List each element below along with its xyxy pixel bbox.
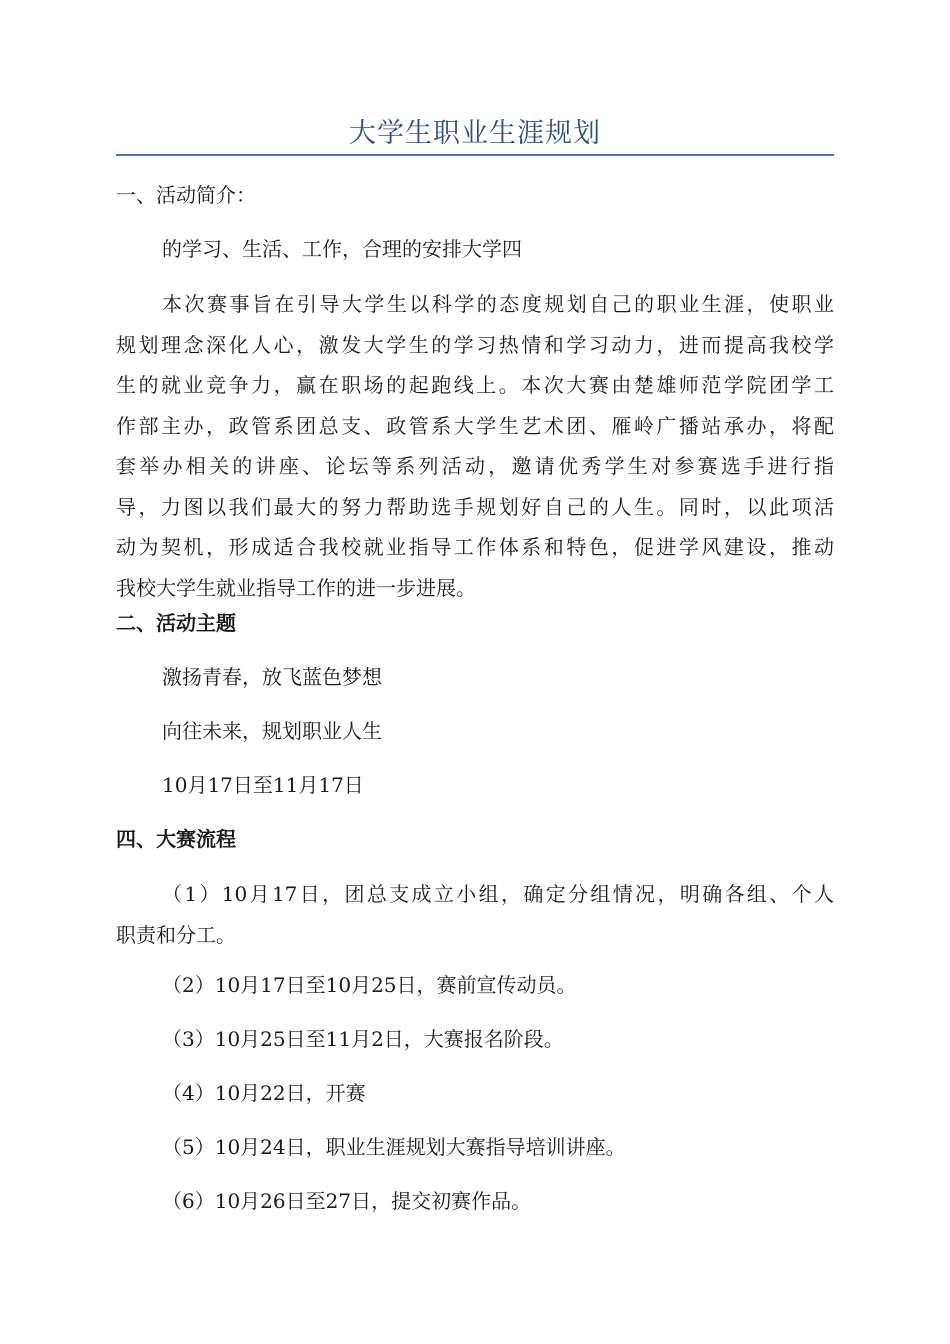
paragraph-line: 套举办相关的讲座、论坛等系列活动，邀请优秀学生对参赛选手进行指 xyxy=(116,454,834,478)
event-dates: 10月17日至11月17日 xyxy=(162,773,364,797)
paragraph-line: 导，力图以我们最大的努力帮助选手规划好自己的人生。同时，以此项活 xyxy=(116,494,834,519)
paragraph-line: 作部主办，政管系团总支、政管系大学生艺术团、雁岭广播站承办，将配 xyxy=(116,413,834,438)
step-1 xyxy=(116,874,834,955)
paragraph-line: 生的就业竞争力，赢在职场的起跑线上。本次大赛由楚雄师范学院团学工 xyxy=(116,373,834,397)
paragraph-line: 我校大学生就业指导工作的进一步进展。 xyxy=(116,575,476,600)
paragraph-line: 规划理念深化人心，激发大学生的学习热情和学习动力，进而提高我校学 xyxy=(116,332,834,357)
step-1-line-1: （1）10月17日，团总支成立小组，确定分组情况，明确各组、个人 xyxy=(162,882,834,906)
theme-line-1: 激扬青春，放飞蓝色梦想 xyxy=(162,665,382,689)
section1-line: 的学习、生活、工作，合理的安排大学四 xyxy=(162,237,522,261)
section1-paragraph xyxy=(116,284,834,608)
section4-heading: 四、大赛流程 xyxy=(116,827,236,851)
step-2: （2）10月17日至10月25日，赛前宣传动员。 xyxy=(162,973,577,997)
step-4: （4）10月22日，开赛 xyxy=(162,1081,366,1105)
step-6: （6）10月26日至27日，提交初赛作品。 xyxy=(162,1189,532,1213)
theme-line-2: 向往未来，规划职业人生 xyxy=(162,719,382,743)
step-1-line-2: 职责和分工。 xyxy=(116,922,236,947)
section2-heading: 二、活动主题 xyxy=(116,611,236,635)
step-5: （5）10月24日，职业生涯规划大赛指导培训讲座。 xyxy=(162,1135,626,1159)
step-3: （3）10月25日至11月2日，大赛报名阶段。 xyxy=(162,1027,564,1051)
paragraph-line: 动为契机，形成适合我校就业指导工作体系和特色，促进学风建设，推动 xyxy=(116,535,834,559)
title-underline xyxy=(116,154,834,156)
paragraph-line: 本次赛事旨在引导大学生以科学的态度规划自己的职业生涯，使职业 xyxy=(162,292,834,316)
document-title: 大学生职业生涯规划 xyxy=(349,118,601,149)
section1-heading: 一、活动简介： xyxy=(116,183,256,207)
